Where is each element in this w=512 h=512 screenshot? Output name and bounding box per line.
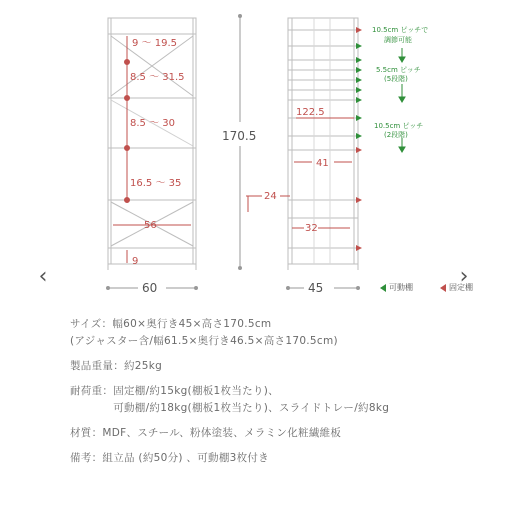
dim-8-5-31-5: 8.5 ～ 31.5 (130, 72, 185, 83)
spec-weight: 製品重量：約25kg (70, 360, 163, 372)
side-dimension-markers (246, 118, 354, 228)
inner-height-label: 122.5 (296, 107, 325, 118)
side-shelf-markers (356, 27, 362, 251)
depth-label: 45 (308, 281, 324, 295)
spec-size: サイズ：幅60×奥行き45×高さ170.5cm (70, 318, 272, 330)
side-view (288, 18, 358, 270)
pitch1-text-a: 10.5cm ピッチで (372, 26, 429, 34)
tray-depth-label: 32 (305, 223, 318, 234)
legend-movable-label: 可動棚 (389, 283, 413, 292)
pitch1-text-b: 調節可能 (384, 36, 412, 44)
legend-movable (380, 282, 413, 293)
next-arrow-button[interactable] (453, 263, 475, 291)
dim-16-5-35: 16.5 ～ 35 (130, 178, 182, 189)
legend-fixed-label: 固定棚 (449, 283, 473, 292)
chevron-left-icon: ‹ (38, 264, 48, 289)
pitch2-text-a: 5.5cm ピッチ (376, 66, 421, 74)
tray-label: 24 (264, 191, 277, 202)
spec-load-1: 耐荷重：固定棚/約15kg(棚板1枚当たり)、 (70, 385, 279, 397)
product-specs (70, 316, 500, 467)
width-label: 60 (142, 281, 158, 295)
height-label: 170.5 (222, 129, 257, 143)
dim-56: 56 (144, 220, 157, 231)
spec-note: 備考：組立品 (約50分) 、可動棚3枚付き (70, 452, 270, 464)
pitch3-text-a: 10.5cm ピッチ (374, 122, 424, 130)
spec-material: 材質：MDF、スチール、粉体塗装、メラミン化粧繊維板 (70, 427, 342, 439)
front-view (108, 18, 196, 270)
spec-load-2: 可動棚/約18kg(棚板1枚当たり)、スライドトレー/約8kg (70, 402, 390, 414)
pitch2-text-b: (5段階) (384, 75, 408, 83)
dim-9: 9 (132, 256, 139, 267)
spec-size-adjuster: (アジャスター含/幅61.5×奥行き46.5×高さ170.5cm) (70, 335, 338, 347)
red-triangle-icon (440, 284, 446, 292)
inner-width-label: 41 (316, 158, 329, 169)
dim-9-19-5: 9 ～ 19.5 (132, 38, 177, 49)
chevron-right-icon: › (459, 264, 469, 289)
green-triangle-icon (380, 284, 386, 292)
prev-arrow-button[interactable] (32, 263, 54, 291)
pitch3-text-b: (2段階) (384, 131, 408, 139)
dim-8-5-30: 8.5 ～ 30 (130, 118, 175, 129)
